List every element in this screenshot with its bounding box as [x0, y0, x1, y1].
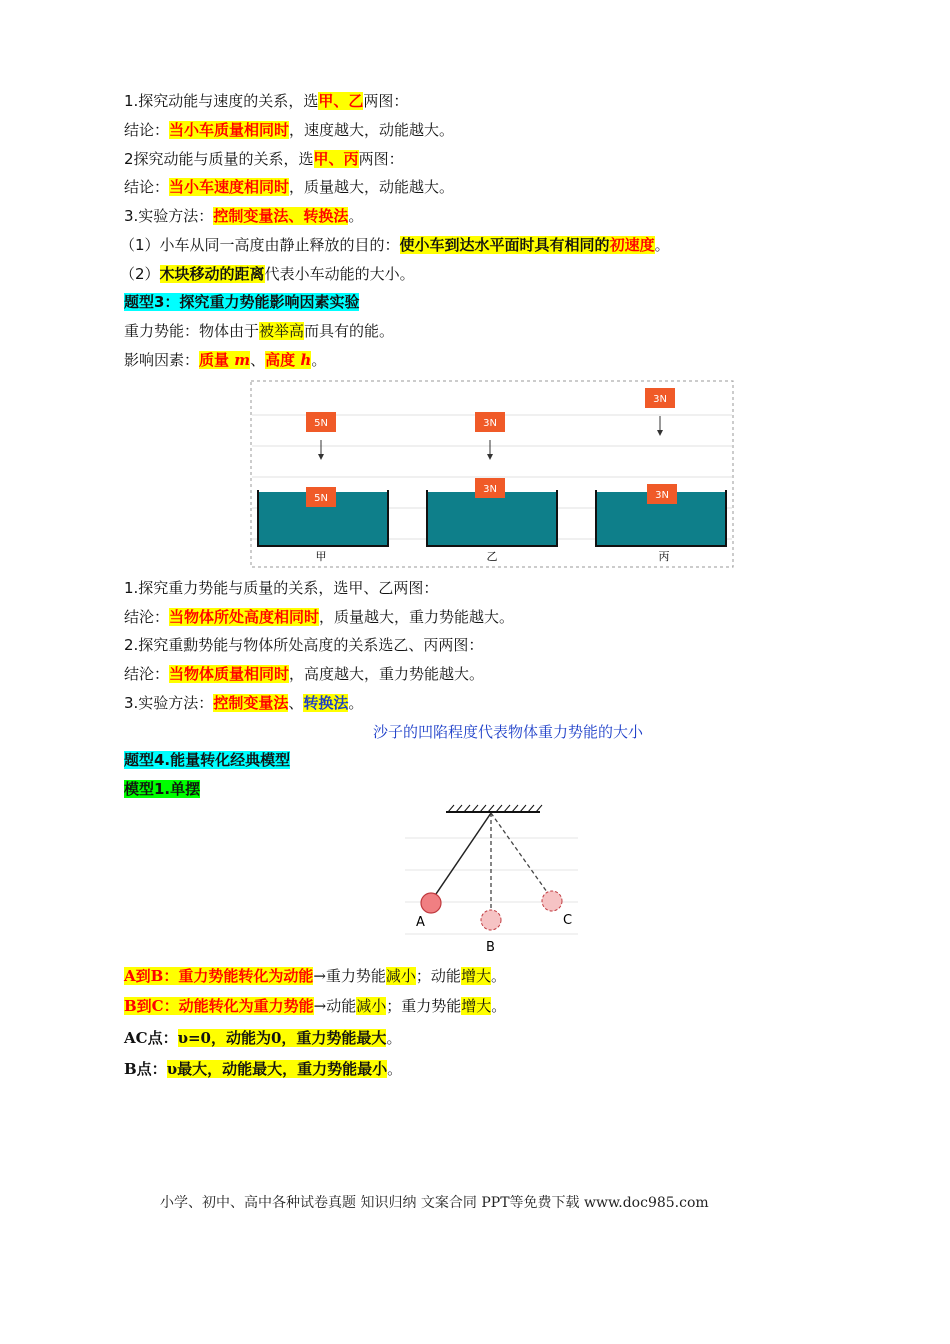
- section-heading: 题型3：探究重力势能影响因素实验: [124, 293, 360, 311]
- block-label: 3N: [653, 394, 667, 405]
- text-line: 1.探究动能与速度的关系，选甲、乙两图：: [124, 92, 409, 110]
- label-yi: 乙: [486, 550, 498, 563]
- note-line: 沙子的凹陷程度代表物体重力势能的大小: [372, 723, 643, 741]
- text-line: 重力势能：物体由于被举高而具有的能。: [124, 322, 395, 340]
- gravity-potential-figure: [250, 380, 734, 568]
- section-heading: 题型4.能量转化经典模型: [124, 751, 291, 769]
- sand-box-yi: [427, 490, 557, 546]
- text-line: 结论：当小车质量相同时，速度越大，动能越大。: [124, 121, 455, 139]
- text-line: A到B：重力势能转化为动能→重力势能减小；动能增大。: [124, 967, 506, 985]
- label-c: C: [563, 913, 573, 928]
- block-label: 3N: [483, 418, 497, 429]
- text-line: 3.实验方法：控制变量法、转换法。: [124, 694, 364, 712]
- text-line: 1.探究重力势能与质量的关系，选甲、乙两图：: [124, 579, 439, 597]
- label-b: B: [486, 940, 495, 955]
- label-bing: 丙: [658, 550, 670, 563]
- page-footer: 小学、初中、高中各种试卷真题 知识归纳 文案合同 PPT等免费下载 www.doc985.com: [160, 1195, 709, 1211]
- bob-b: [481, 910, 501, 930]
- bob-a: [421, 893, 441, 913]
- text-line: （2）木块移动的距离代表小车动能的大小。: [120, 265, 415, 283]
- label-a: A: [416, 915, 425, 930]
- bob-c: [542, 891, 562, 911]
- text-line: 3.实验方法：控制变量法、转换法。: [124, 207, 364, 225]
- block-label: 3N: [655, 490, 669, 501]
- block-label: 5N: [314, 493, 328, 504]
- text-line: 2探究动能与质量的关系，选甲、丙两图：: [124, 150, 404, 168]
- text-line: 结论：当小车速度相同时，质量越大，动能越大。: [124, 178, 455, 196]
- text-line: （1）小车从同一高度由静止释放的目的：使小车到达水平面时具有相同的初速度。: [120, 236, 670, 254]
- text-line: B点：υ最大，动能最大，重力势能最小。: [124, 1060, 403, 1078]
- text-line: 影响因素：质量 m、高度 h。: [124, 351, 327, 369]
- block-label: 5N: [314, 418, 328, 429]
- pendulum-figure: [400, 802, 582, 958]
- text-line: AC点：υ=0，动能为0，重力势能最大。: [124, 1029, 402, 1047]
- text-line: 结沦：当物体质量相同时，高度越大，重力势能越大。: [124, 665, 485, 683]
- text-line: B到C：动能转化为重力势能→动能减小；重力势能增大。: [124, 997, 507, 1015]
- text-line: 2.探究重勳势能与物体所处高度的关系选乙、丙两图：: [124, 636, 484, 654]
- block-label: 3N: [483, 484, 497, 495]
- text-line: 结沦：当物体所处高度相同时，质量越大，重力势能越大。: [124, 608, 515, 626]
- sub-heading: 模型1.单摆: [124, 780, 201, 798]
- label-jia: 甲: [315, 550, 327, 563]
